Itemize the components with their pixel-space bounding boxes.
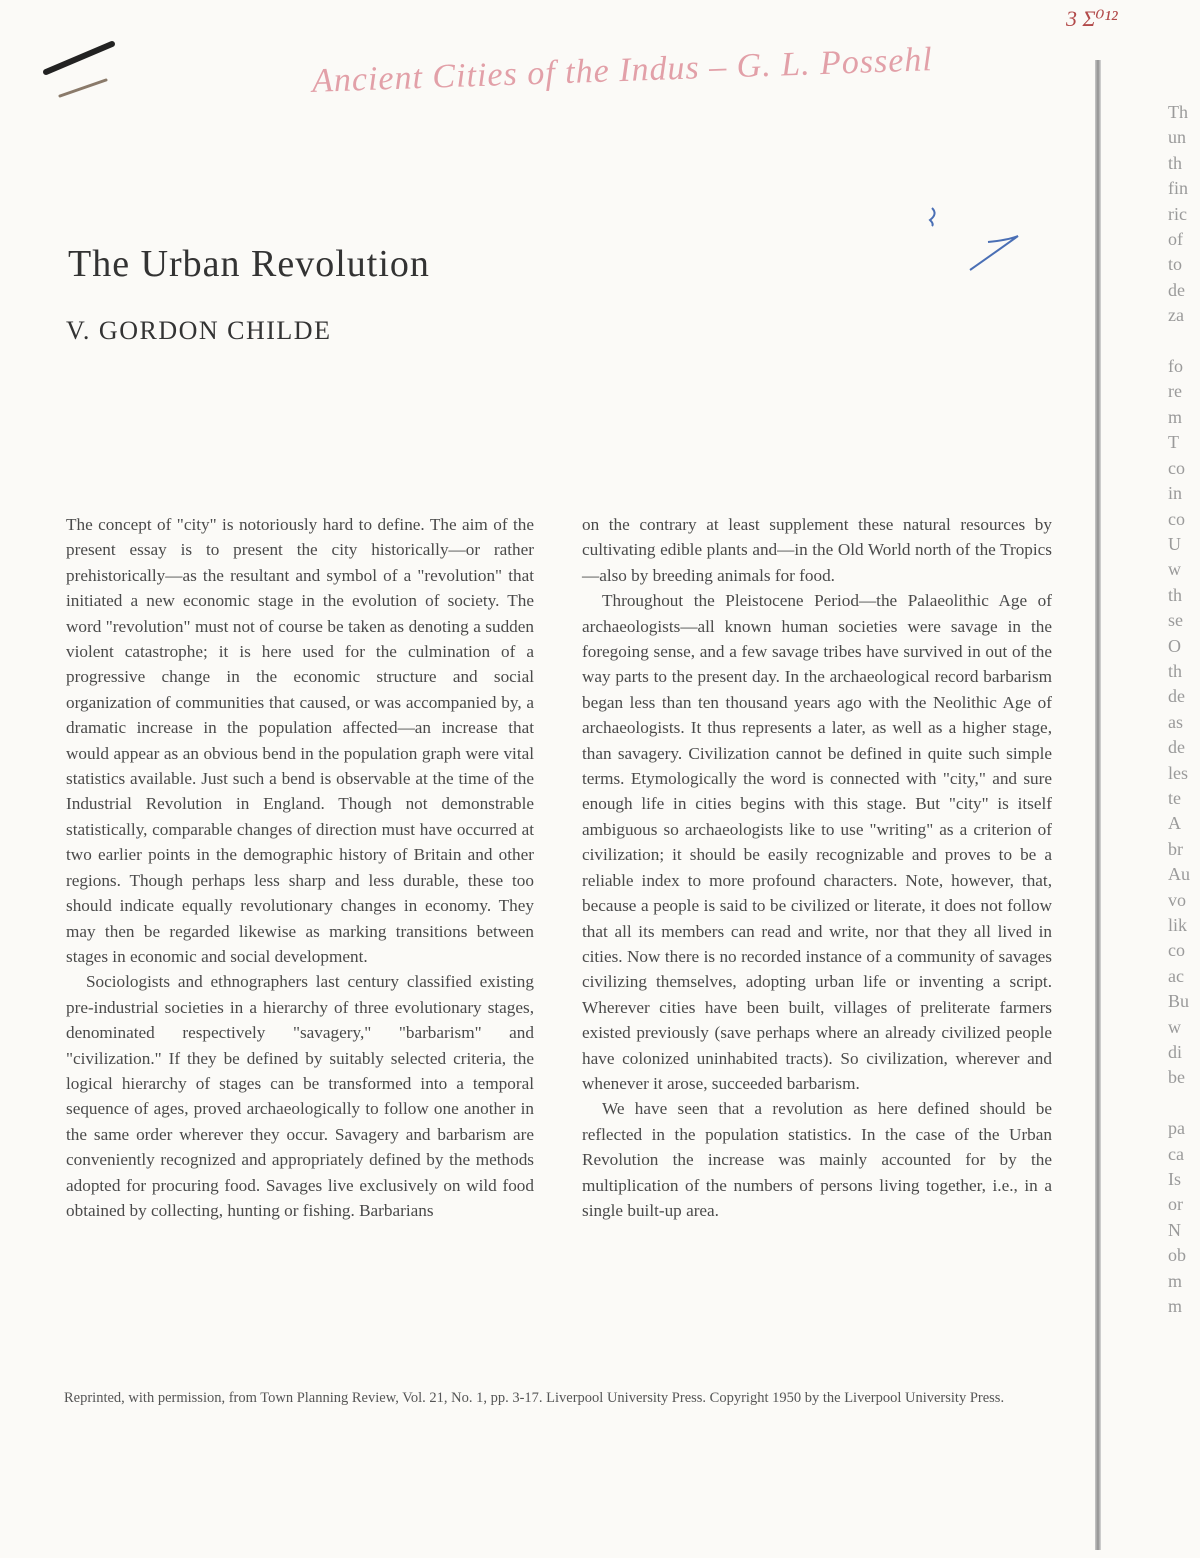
adjacent-page-text: de [1168, 737, 1185, 758]
adjacent-page-text: th [1168, 152, 1183, 173]
text-column-left [66, 512, 534, 1223]
adjacent-page-text: za [1168, 305, 1184, 326]
adjacent-page-text: A [1168, 813, 1181, 834]
pen-mark-illustration [40, 36, 120, 106]
adjacent-page-text: ob [1168, 1245, 1186, 1266]
adjacent-page-text: co [1168, 940, 1185, 961]
adjacent-page-text: m [1168, 1270, 1183, 1291]
reprint-footnote: Reprinted, with permission, from Town Planning Review, Vol. 21, No. 1, pp. 3-17. Liverpool University Press. Copyright 1950 by the Liverpool University Press. [64, 1390, 1005, 1406]
adjacent-page-text: N [1168, 1219, 1181, 1240]
adjacent-page-text: th [1168, 584, 1183, 605]
paragraph: We have seen that a revolution as here defined should be reflected in the population statistics. In the case of the Urban Revolution the increase was mainly accounted for by the multiplication of the numbers of persons living together, i.e., in a single built-up area. [582, 1099, 1052, 1220]
adjacent-page-text: de [1168, 686, 1185, 707]
paragraph: The concept of "city" is notoriously hard to define. The aim of the present essay is to present the city historically—or rather prehistorically—as the resultant and symbol of a "revolution" that initiated a new economic stage in the evolution of society. The word "revolution" must not of course be taken as denoting a sudden violent catastrophe; it is here used for the culmination of a progressive change in the economic structure and social organization of communities that caused, or was accompanied by, a dramatic increase in the population affected—an increase that would appear as an obvious bend in the population graph were vital statistics available. Just such a bend is observable at the time of the Industrial Revolution in England. Though not demonstrable statistically, comparable changes of direction must have occurred at two earlier points in the demographic history of Britain and other regions. Though perhaps less sharp and less durable, these too should indicate equally revolutionary changes in economy. They may then be regarded likewise as marking transitions between stages in economic and social development. [66, 515, 534, 966]
adjacent-page-text: ac [1168, 965, 1184, 986]
adjacent-page-text: w [1168, 559, 1181, 580]
adjacent-page-text: Bu [1168, 991, 1190, 1012]
scan-page-edge [1095, 60, 1101, 1550]
adjacent-page-text: se [1168, 610, 1183, 631]
adjacent-page-text: br [1168, 838, 1183, 859]
adjacent-page-text: w [1168, 1016, 1181, 1037]
adjacent-page-text: of [1168, 229, 1183, 250]
paragraph: on the contrary at least supplement these natural resources by cultivating edible plants and—in the Old World north of the Tropics—also by breeding animals for food. [582, 515, 1052, 585]
adjacent-page-text [1168, 329, 1200, 354]
adjacent-page-text: di [1168, 1042, 1183, 1063]
handwritten-scribble [920, 200, 1040, 280]
adjacent-page-text: co [1168, 457, 1185, 478]
adjacent-page-text: be [1168, 1067, 1185, 1088]
adjacent-page-text: T [1168, 432, 1179, 453]
handwritten-page-number: 3 Σ⁰¹² [1066, 6, 1118, 31]
adjacent-page-text: co [1168, 508, 1185, 529]
adjacent-page-fragment [1168, 100, 1200, 1440]
adjacent-page-text: or [1168, 1194, 1183, 1215]
paragraph: Sociologists and ethnographers last century classified existing pre-industrial societies in a hierarchy of three evolutionary stages, denominated respectively "savagery," "barbarism" and "civilization." If they be defined by suitably selected criteria, the logical hierarchy of stages can be transformed into a temporal sequence of ages, proved archaeologically to follow one another in the same order wherever they occur. Savagery and barbarism are conveniently recognized and appropriately defined by the methods adopted for procuring food. Savages live exclusively on wild food obtained by collecting, hunting or fishing. Barbarians [66, 972, 534, 1220]
adjacent-page-text: un [1168, 127, 1186, 148]
adjacent-page-text [1168, 1091, 1200, 1116]
adjacent-page-text: Au [1168, 864, 1190, 885]
adjacent-page-text: in [1168, 483, 1183, 504]
adjacent-page-text: m [1168, 406, 1183, 427]
adjacent-page-text: Th [1168, 102, 1188, 122]
adjacent-page-text: les [1168, 762, 1188, 783]
adjacent-page-text: de [1168, 279, 1185, 300]
article-author: V. GORDON CHILDE [66, 316, 332, 345]
adjacent-page-text: te [1168, 787, 1181, 808]
adjacent-page-text: re [1168, 381, 1182, 402]
adjacent-page-text: ca [1168, 1143, 1184, 1164]
handwritten-reference-note: Ancient Cities of the Indus – G. L. Possehl [311, 41, 934, 100]
adjacent-page-text: vo [1168, 889, 1186, 910]
text-column-right [582, 512, 1052, 1223]
adjacent-page-text: m [1168, 1296, 1183, 1317]
adjacent-page-text: O [1168, 635, 1181, 656]
adjacent-page-text: Is [1168, 1169, 1181, 1190]
adjacent-page-text: pa [1168, 1118, 1185, 1139]
paragraph: Throughout the Pleistocene Period—the Palaeolithic Age of archaeologists—all known human societies were savage in the foregoing sense, and a few savage tribes have survived in out of the way parts to the present day. In the archaeological record barbarism began less than ten thousand years ago with the Neolithic Age of archaeologists. It thus represents a later, as well as a higher stage, than savagery. Civilization cannot be defined in quite such simple terms. Etymologically the word is connected with "city," and sure enough life in cities begins with this stage. But "city" is itself ambiguous so archaeologists like to use "writing" as a criterion of civilization; it should be easily recognizable and proves to be a reliable index to more profound characters. Note, however, that, because a people is said to be civilized or literate, it does not follow that all its members can read and write, nor that they all lived in cities. Now there is no recorded instance of a community of savages civilizing themselves, adopting urban life or inventing a script. Wherever cities have been built, villages of preliterate farmers existed previously (save perhaps where an already civilized people have colonized uninhabited tracts). So civilization, wherever and whenever it arose, succeeded barbarism. [582, 591, 1052, 1093]
article-title: The Urban Revolution [68, 243, 430, 285]
adjacent-page-text: lik [1168, 915, 1188, 935]
adjacent-page-text: th [1168, 660, 1183, 681]
adjacent-page-text: U [1168, 533, 1181, 554]
adjacent-page-text: as [1168, 711, 1183, 732]
adjacent-page-text: fo [1168, 356, 1183, 377]
adjacent-page-text: ric [1168, 203, 1187, 224]
adjacent-page-text: fin [1168, 178, 1188, 199]
adjacent-page-text: to [1168, 254, 1183, 275]
